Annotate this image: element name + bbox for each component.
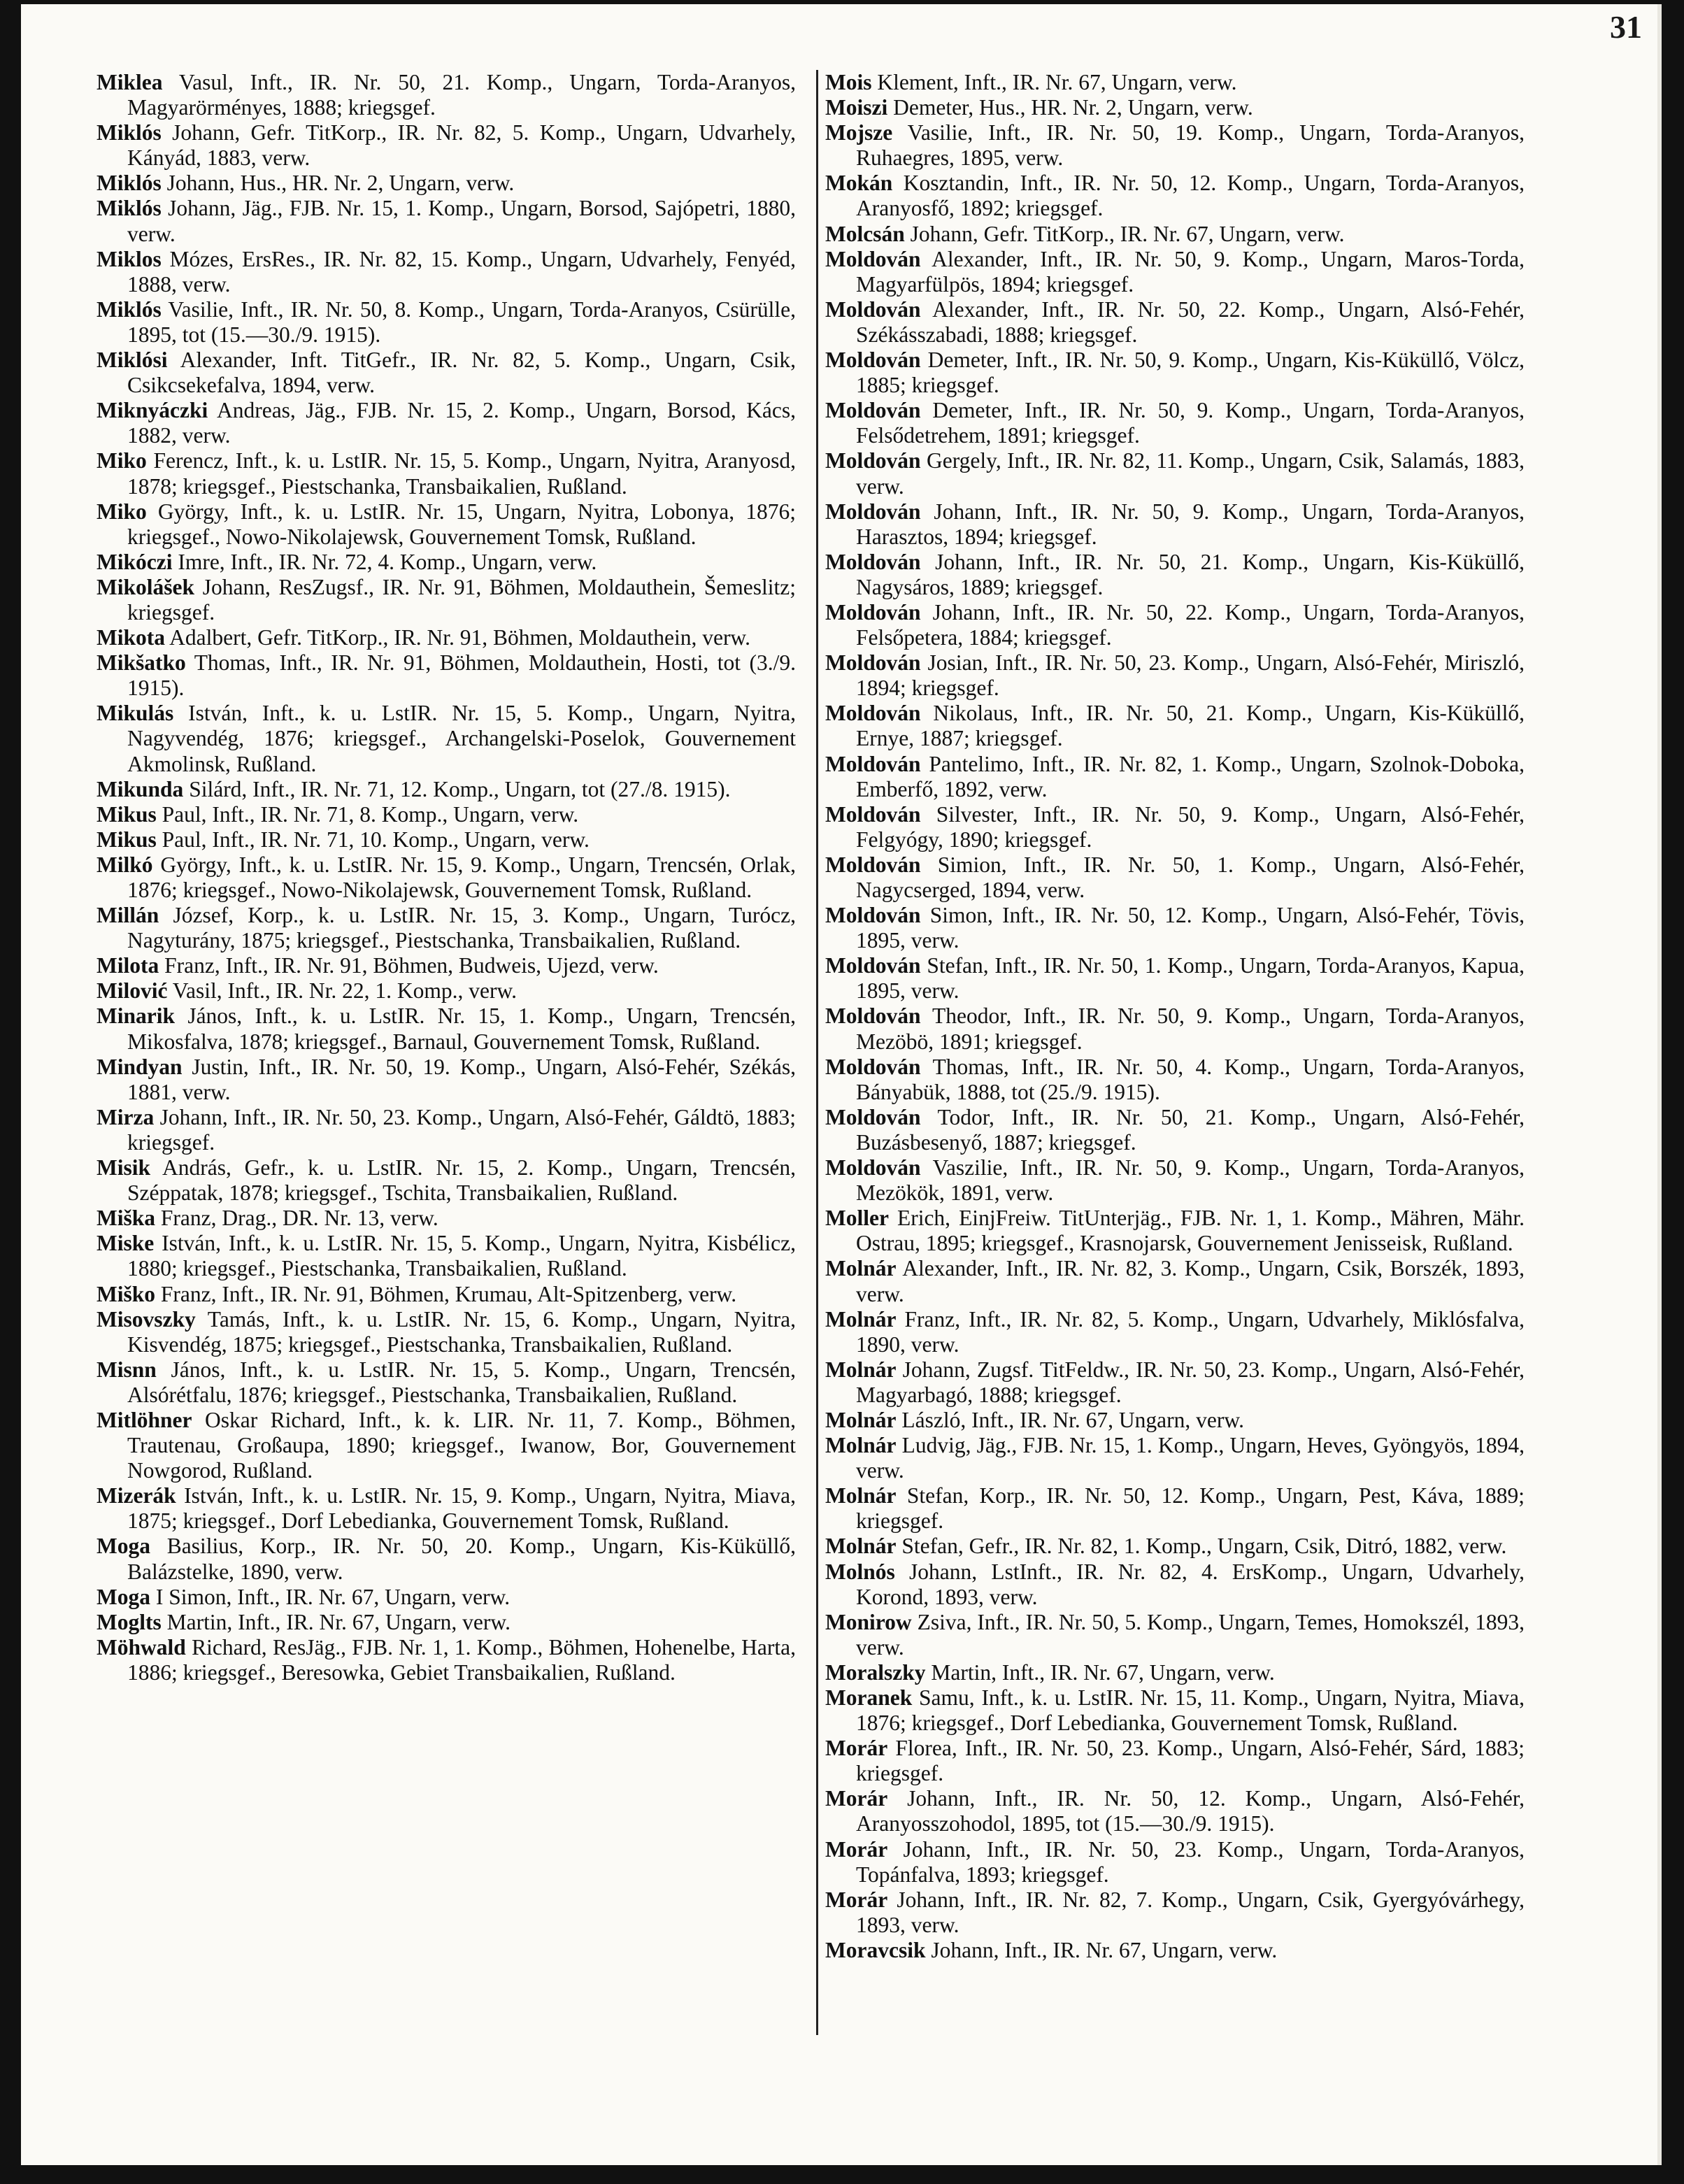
entry-surname: Mois (825, 70, 872, 94)
entry-surname: Mikus (97, 801, 157, 827)
entry-details: Johann, Inft., IR. Nr. 82, 7. Komp., Ungarn, Csik, Gyergyóvárhegy, 1893, verw. (856, 1887, 1525, 1937)
entry-details: Johann, Inft., IR. Nr. 50, 22. Komp., Ungarn, Torda-Aranyos, Felsőpetera, 1884; kriegsgef. (856, 599, 1525, 650)
entry-details: Johann, Gefr. TitKorp., IR. Nr. 67, Ungarn, verw. (910, 221, 1345, 246)
list-item (825, 1786, 1525, 1836)
list-item (825, 297, 1525, 348)
entry-surname: Moldován (825, 348, 921, 373)
entry-details: Todor, Inft., IR. Nr. 50, 21. Komp., Ungarn, Alsó-Fehér, Buzásbesenyő, 1887; kriegsgef. (856, 1104, 1525, 1155)
entry-surname: Moldován (825, 650, 921, 676)
entry-details: Adalbert, Gefr. TitKorp., IR. Nr. 91, Böhmen, Moldauthein, verw. (169, 625, 751, 650)
entry-details: Johann, Inft., IR. Nr. 50, 23. Komp., Ungarn, Torda-Aranyos, Topánfalva, 1893; kriegsgef. (856, 1836, 1525, 1887)
entry-surname: Mojsze (825, 120, 893, 145)
entry-surname: Molnár (825, 1256, 897, 1281)
page-number: 31 (1610, 9, 1642, 45)
entry-details: László, Inft., IR. Nr. 67, Ungarn, verw. (901, 1407, 1244, 1432)
list-item (97, 348, 796, 398)
entry-details: Johann, Inft., IR. Nr. 67, Ungarn, verw. (931, 1937, 1278, 1962)
entry-details: Nikolaus, Inft., IR. Nr. 50, 21. Komp., Ungarn, Kis-Küküllő, Ernye, 1887; kriegsgef. (856, 701, 1525, 751)
entry-details: Johann, Inft., IR. Nr. 50, 9. Komp., Ungarn, Torda-Aranyos, Harasztos, 1894; kriegsgef. (856, 499, 1525, 549)
entry-details: István, Inft., k. u. LstIR. Nr. 15, 9. Komp., Ungarn, Nyitra, Miava, 1875; kriegsgef., Dorf Lebedianka, Gouvernement Tomsk, Rußland. (127, 1483, 796, 1534)
list-item (97, 297, 796, 348)
entry-surname: Molnár (825, 1534, 897, 1559)
list-item (825, 1736, 1525, 1786)
list-item (97, 777, 796, 802)
entry-surname: Monirow (825, 1609, 912, 1634)
entry-surname: Mirza (97, 1104, 155, 1129)
entry-details: Martin, Inft., IR. Nr. 67, Ungarn, verw. (931, 1660, 1275, 1685)
entry-details: Gergely, Inft., IR. Nr. 82, 11. Komp., Ungarn, Csik, Salamás, 1883, verw. (856, 448, 1525, 499)
list-item (97, 499, 796, 550)
list-item (97, 1282, 796, 1307)
entry-surname: Miklos (97, 246, 162, 271)
entry-surname: Minarik (97, 1004, 176, 1029)
entry-details: Thomas, Inft., IR. Nr. 50, 4. Komp., Ungarn, Torda-Aranyos, Bányabük, 1888, tot (25./9. 1915). (856, 1054, 1525, 1104)
entry-surname: Miška (97, 1206, 156, 1231)
entry-details: Justin, Inft., IR. Nr. 50, 19. Komp., Ungarn, Alsó-Fehér, Székás, 1881, verw. (127, 1054, 796, 1104)
entry-surname: Mindyan (97, 1054, 183, 1079)
entry-details: Alexander, Inft., IR. Nr. 82, 3. Komp., Ungarn, Csik, Borszék, 1893, verw. (856, 1256, 1525, 1306)
entry-surname: Millán (97, 903, 159, 928)
entry-details: Alexander, Inft., IR. Nr. 50, 9. Komp., Ungarn, Maros-Torda, Magyarfülpös, 1894; kriegsgef. (856, 246, 1525, 297)
list-item (825, 1155, 1525, 1206)
document-page (21, 4, 1662, 2165)
entry-surname: Mikolášek (97, 574, 195, 599)
entry-surname: Miske (97, 1231, 155, 1256)
list-item (97, 701, 796, 776)
entry-surname: Moldován (825, 701, 921, 726)
entry-details: Thomas, Inft., IR. Nr. 91, Böhmen, Moldauthein, Hosti, tot (3./9. 1915). (127, 650, 796, 701)
entry-details: Theodor, Inft., IR. Nr. 50, 9. Komp., Ungarn, Torda-Aranyos, Mezöbö, 1891; kriegsgef. (856, 1004, 1525, 1054)
entry-details: Alexander, Inft., IR. Nr. 50, 22. Komp., Ungarn, Alsó-Fehér, Székásszabadi, 1888; kriegsgef. (856, 297, 1525, 347)
entry-details: Klement, Inft., IR. Nr. 67, Ungarn, verw. (877, 70, 1237, 94)
list-item (825, 1004, 1525, 1054)
entry-surname: Mikunda (97, 776, 184, 801)
entry-surname: Mikota (97, 625, 165, 650)
list-item (97, 448, 796, 499)
list-item (97, 625, 796, 650)
entry-details: Vasul, Inft., IR. Nr. 50, 21. Komp., Ungarn, Torda-Aranyos, Magyarörményes, 1888; kriegsgef. (127, 70, 796, 120)
entry-details: Alexander, Inft. TitGefr., IR. Nr. 82, 5. Komp., Ungarn, Csik, Csikcsekefalva, 1894, verw. (127, 348, 797, 398)
entry-surname: Molcsán (825, 221, 905, 246)
list-item (825, 1660, 1525, 1685)
left-column (97, 70, 796, 1685)
list-item (97, 1534, 796, 1584)
entry-details: Silárd, Inft., IR. Nr. 71, 12. Komp., Ungarn, tot (27./8. 1915). (189, 776, 731, 801)
list-item (825, 499, 1525, 550)
entry-surname: Moldován (825, 246, 921, 271)
entry-surname: Moldován (825, 398, 921, 423)
list-item (825, 1206, 1525, 1256)
entry-details: Johann, LstInft., IR. Nr. 82, 4. ErsKomp., Ungarn, Udvarhely, Korond, 1893, verw. (856, 1559, 1525, 1609)
entry-surname: Milkó (97, 852, 153, 877)
entry-details: Johann, Zugsf. TitFeldw., IR. Nr. 50, 23. Komp., Ungarn, Alsó-Fehér, Magyarbagó, 1888; kriegsgef. (856, 1357, 1525, 1407)
entry-details: István, Inft., k. u. LstIR. Nr. 15, 5. Komp., Ungarn, Nyitra, Nagyvendég, 1876; kriegsgef., Archangelski-Poselok, Gouvernement Akmolinsk, Rußland. (127, 701, 797, 776)
list-item (97, 1408, 796, 1483)
entry-details: Florea, Inft., IR. Nr. 50, 23. Komp., Ungarn, Alsó-Fehér, Sárd, 1883; kriegsgef. (856, 1736, 1525, 1786)
entry-surname: Miško (97, 1281, 156, 1306)
entry-surname: Morár (825, 1836, 888, 1862)
entry-details: Pantelimo, Inft., IR. Nr. 82, 1. Komp., Ungarn, Szolnok-Doboka, Emberfő, 1892, verw. (856, 751, 1525, 801)
list-item (825, 1055, 1525, 1105)
list-item (825, 120, 1525, 171)
entry-surname: Moga (97, 1534, 150, 1559)
list-item (825, 1483, 1525, 1534)
list-item (97, 1231, 796, 1281)
entry-surname: Moglts (97, 1609, 162, 1634)
entry-surname: Moiszi (825, 95, 888, 120)
list-item (97, 70, 796, 120)
entry-surname: Moldován (825, 549, 921, 574)
list-item (825, 1357, 1525, 1408)
entry-details: András, Gefr., k. u. LstIR. Nr. 15, 2. Komp., Ungarn, Trencsén, Széppatak, 1878; kriegsgef., Tschita, Transbaikalien, Rußland. (127, 1155, 796, 1206)
entry-details: Basilius, Korp., IR. Nr. 50, 20. Komp., Ungarn, Kis-Küküllő, Balázstelke, 1890, verw. (127, 1534, 796, 1584)
list-item (97, 1055, 796, 1105)
entry-details: Andreas, Jäg., FJB. Nr. 15, 2. Komp., Ungarn, Borsod, Kács, 1882, verw. (127, 398, 797, 448)
entry-surname: Moldován (825, 801, 921, 827)
entry-details: Stefan, Gefr., IR. Nr. 82, 1. Komp., Ungarn, Csik, Ditró, 1882, verw. (901, 1534, 1507, 1559)
list-item (825, 1105, 1525, 1155)
list-item (97, 1357, 796, 1408)
entry-details: Demeter, Hus., HR. Nr. 2, Ungarn, verw. (893, 95, 1253, 120)
entry-surname: Moranek (825, 1685, 913, 1710)
entry-details: Paul, Inft., IR. Nr. 71, 10. Komp., Ungarn, verw. (162, 827, 590, 852)
list-item (825, 1610, 1525, 1660)
list-item (825, 1408, 1525, 1433)
entry-surname: Moralszky (825, 1660, 926, 1685)
entry-surname: Miklós (97, 297, 162, 322)
entry-surname: Moldován (825, 499, 921, 524)
entry-surname: Moldován (825, 953, 921, 978)
entry-surname: Moldován (825, 599, 921, 624)
entry-details: Vasilie, Inft., IR. Nr. 50, 8. Komp., Ungarn, Torda-Aranyos, Csürülle, 1895, tot (15.—30./9. 1915). (127, 297, 796, 347)
list-item (825, 222, 1525, 247)
entry-details: Johann, Inft., IR. Nr. 50, 21. Komp., Ungarn, Kis-Küküllő, Nagysáros, 1889; kriegsgef. (856, 549, 1525, 599)
entry-surname: Mokán (825, 171, 893, 196)
list-item (825, 802, 1525, 852)
entry-surname: Mizerák (97, 1483, 176, 1508)
list-item (825, 1837, 1525, 1887)
entry-details: Johann, Inft., IR. Nr. 50, 12. Komp., Ungarn, Alsó-Fehér, Aranyosszohodol, 1895, tot (15.—30./9. 1915). (856, 1786, 1525, 1836)
entry-details: István, Inft., k. u. LstIR. Nr. 15, 5. Komp., Ungarn, Nyitra, Kisbélicz, 1880; kriegsgef., Piestschanka, Transbaikalien, Rußland. (127, 1231, 796, 1281)
list-item (825, 348, 1525, 398)
list-item (97, 196, 796, 246)
entry-details: Stefan, Inft., IR. Nr. 50, 1. Komp., Ungarn, Torda-Aranyos, Kapua, 1895, verw. (856, 953, 1525, 1004)
list-item (825, 171, 1525, 221)
list-item (97, 1155, 796, 1206)
entry-surname: Moravcsik (825, 1937, 926, 1962)
entry-details: Oskar Richard, Inft., k. k. LIR. Nr. 11, 7. Komp., Böhmen, Trautenau, Großaupa, 1890; kriegsgef., Iwanow, Bor, Gouvernement Nowgorod, Rußland. (127, 1407, 796, 1483)
entry-surname: Molnár (825, 1433, 897, 1458)
entry-surname: Miko (97, 499, 147, 524)
entry-surname: Miklós (97, 171, 162, 196)
entry-details: Demeter, Inft., IR. Nr. 50, 9. Komp., Ungarn, Torda-Aranyos, Felsődetrehem, 1891; kriegsgef. (856, 398, 1525, 448)
entry-surname: Miklós (97, 196, 162, 221)
list-item (825, 1938, 1525, 1963)
entry-details: Johann, Inft., IR. Nr. 50, 23. Komp., Ungarn, Alsó-Fehér, Gáldtö, 1883; kriegsgef. (127, 1104, 796, 1155)
list-item (825, 953, 1525, 1004)
entry-details: Ludvig, Jäg., FJB. Nr. 15, 1. Komp., Ungarn, Heves, Gyöngyös, 1894, verw. (856, 1433, 1525, 1483)
entry-details: János, Inft., k. u. LstIR. Nr. 15, 1. Komp., Ungarn, Trencsén, Mikosfalva, 1878; kriegsgef., Barnaul, Gouvernement Tomsk, Rußland. (127, 1004, 796, 1054)
list-item (825, 95, 1525, 120)
entry-details: Vaszilie, Inft., IR. Nr. 50, 9. Komp., Ungarn, Torda-Aranyos, Mezökök, 1891, verw. (856, 1155, 1525, 1206)
list-item (97, 247, 796, 297)
entry-surname: Moldován (825, 1155, 921, 1180)
entry-surname: Milota (97, 953, 159, 978)
entry-surname: Molnár (825, 1357, 897, 1382)
entry-details: Richard, ResJäg., FJB. Nr. 1, 1. Komp., Böhmen, Hohenelbe, Harta, 1886; kriegsgef., Beresowka, Gebiet Transbaikalien, Rußland. (127, 1634, 796, 1685)
list-item (825, 1534, 1525, 1559)
list-item (97, 1105, 796, 1155)
entry-surname: Molnós (825, 1559, 895, 1584)
entry-surname: Moldován (825, 903, 921, 928)
entry-surname: Moldován (825, 297, 921, 322)
list-item (97, 1610, 796, 1635)
entry-surname: Misovszky (97, 1306, 196, 1332)
entry-surname: Molnár (825, 1306, 897, 1332)
list-item (825, 752, 1525, 802)
list-item (97, 827, 796, 852)
entry-details: Zsiva, Inft., IR. Nr. 50, 5. Komp., Ungarn, Temes, Homokszél, 1893, verw. (856, 1609, 1525, 1660)
entry-surname: Moga (97, 1584, 150, 1609)
entry-details: Vasilie, Inft., IR. Nr. 50, 19. Komp., Ungarn, Torda-Aranyos, Ruhaegres, 1895, verw. (856, 120, 1525, 171)
list-item (97, 1307, 796, 1357)
entry-surname: Moldován (825, 1004, 921, 1029)
entry-surname: Moldován (825, 1104, 921, 1129)
list-item (97, 650, 796, 701)
list-item (97, 398, 796, 448)
entry-details: György, Inft., k. u. LstIR. Nr. 15, Ungarn, Nyitra, Lobonya, 1876; kriegsgef., Nowo-Nikolajewsk, Gouvernement Tomsk, Rußland. (127, 499, 797, 549)
list-item (825, 448, 1525, 499)
entry-surname: Miklea (97, 70, 163, 94)
entry-details: József, Korp., k. u. LstIR. Nr. 15, 3. Komp., Ungarn, Turócz, Nagyturány, 1875; kriegsgef., Piestschanka, Transbaikalien, Rußland. (127, 903, 796, 953)
entry-details: Demeter, Inft., IR. Nr. 50, 9. Komp., Ungarn, Kis-Küküllő, Völcz, 1885; kriegsgef. (856, 348, 1525, 398)
entry-surname: Milović (97, 978, 168, 1004)
entry-surname: Moldován (825, 852, 921, 877)
entry-details: Vasil, Inft., IR. Nr. 22, 1. Komp., verw. (172, 978, 518, 1004)
list-item (825, 1560, 1525, 1610)
entry-surname: Miklósi (97, 348, 168, 373)
entry-details: Josian, Inft., IR. Nr. 50, 23. Komp., Ungarn, Alsó-Fehér, Miriszló, 1894; kriegsgef. (856, 650, 1525, 701)
entry-details: Imre, Inft., IR. Nr. 72, 4. Komp., Ungarn, verw. (178, 549, 597, 574)
entry-details: I Simon, Inft., IR. Nr. 67, Ungarn, verw. (155, 1584, 511, 1609)
entry-details: Johann, ResZugsf., IR. Nr. 91, Böhmen, Moldauthein, Šemeslitz; kriegsgef. (127, 574, 797, 624)
entry-details: Johann, Gefr. TitKorp., IR. Nr. 82, 5. Komp., Ungarn, Udvarhely, Kányád, 1883, verw. (127, 120, 796, 171)
entry-surname: Moldován (825, 448, 921, 473)
column-divider (816, 70, 818, 2035)
list-item (825, 247, 1525, 297)
entry-details: Ferencz, Inft., k. u. LstIR. Nr. 15, 5. Komp., Ungarn, Nyitra, Aranyosd, 1878; kriegsgef., Piestschanka, Transbaikalien, Rußland. (127, 448, 796, 499)
entry-details: Kosztandin, Inft., IR. Nr. 50, 12. Komp., Ungarn, Torda-Aranyos, Aranyosfő, 1892; kriegsgef. (856, 171, 1525, 221)
entry-surname: Misik (97, 1155, 151, 1180)
list-item (97, 1585, 796, 1610)
list-item (97, 1004, 796, 1054)
entry-details: Stefan, Korp., IR. Nr. 50, 12. Komp., Ungarn, Pest, Káva, 1889; kriegsgef. (856, 1483, 1525, 1534)
entry-details: Franz, Drag., DR. Nr. 13, verw. (160, 1206, 438, 1231)
entry-details: Erich, EinjFreiw. TitUnterjäg., FJB. Nr. 1, 1. Komp., Mähren, Mähr. Ostrau, 1895; kriegsgef., Krasnojarsk, Gouvernement Jenisseisk, Rußland. (856, 1206, 1525, 1256)
list-item (825, 903, 1525, 953)
list-item (97, 852, 796, 903)
list-item (97, 1206, 796, 1231)
list-item (825, 550, 1525, 600)
list-item (97, 1635, 796, 1685)
entry-details: Samu, Inft., k. u. LstIR. Nr. 15, 11. Komp., Ungarn, Nyitra, Miava, 1876; kriegsgef., Dorf Lebedianka, Gouvernement Tomsk, Rußland. (856, 1685, 1525, 1736)
list-item (97, 903, 796, 953)
list-item (825, 1307, 1525, 1357)
entry-details: Silvester, Inft., IR. Nr. 50, 9. Komp., Ungarn, Alsó-Fehér, Felgyógy, 1890; kriegsgef. (856, 801, 1525, 852)
entry-details: Simon, Inft., IR. Nr. 50, 12. Komp., Ungarn, Alsó-Fehér, Tövis, 1895, verw. (856, 903, 1525, 953)
list-item (825, 398, 1525, 448)
entry-details: János, Inft., k. u. LstIR. Nr. 15, 5. Komp., Ungarn, Trencsén, Alsórétfalu, 1876; kriegsgef., Piestschanka, Transbaikalien, Rußland. (127, 1357, 796, 1407)
list-item (97, 550, 796, 575)
list-item (97, 953, 796, 978)
entry-surname: Möhwald (97, 1634, 186, 1660)
entry-surname: Mikšatko (97, 650, 186, 676)
entry-surname: Morár (825, 1887, 888, 1912)
list-item (825, 600, 1525, 650)
list-item (825, 1685, 1525, 1736)
entry-details: Franz, Inft., IR. Nr. 82, 5. Komp., Ungarn, Udvarhely, Miklósfalva, 1890, verw. (856, 1306, 1525, 1357)
list-item (97, 978, 796, 1004)
entry-surname: Moldován (825, 1054, 921, 1079)
list-item (97, 120, 796, 171)
list-item (825, 650, 1525, 701)
right-column (825, 70, 1525, 1963)
entry-details: György, Inft., k. u. LstIR. Nr. 15, 9. Komp., Ungarn, Trencsén, Orlak, 1876; kriegsgef., Nowo-Nikolajewsk, Gouvernement Tomsk, Rußland. (127, 852, 797, 902)
list-item (97, 171, 796, 196)
list-item (97, 802, 796, 827)
list-item (825, 852, 1525, 903)
entry-details: Tamás, Inft., k. u. LstIR. Nr. 15, 6. Komp., Ungarn, Nyitra, Kisvendég, 1875; kriegsgef., Piestschanka, Transbaikalien, Rußland. (127, 1306, 796, 1357)
entry-surname: Moldován (825, 751, 921, 776)
entry-details: Mózes, ErsRes., IR. Nr. 82, 15. Komp., Ungarn, Udvarhely, Fenyéd, 1888, verw. (127, 246, 797, 297)
entry-details: Johann, Jäg., FJB. Nr. 15, 1. Komp., Ungarn, Borsod, Sajópetri, 1880, verw. (127, 196, 796, 246)
list-item (825, 701, 1525, 751)
entry-surname: Miko (97, 448, 147, 473)
entry-surname: Moller (825, 1206, 889, 1231)
entry-surname: Mikulás (97, 701, 174, 726)
list-item (97, 1483, 796, 1534)
entry-surname: Miknyáczki (97, 398, 208, 423)
entry-surname: Morár (825, 1786, 888, 1811)
entry-surname: Misnn (97, 1357, 157, 1382)
entry-details: Franz, Inft., IR. Nr. 91, Böhmen, Budweis, Ujezd, verw. (164, 953, 659, 978)
entry-details: Johann, Hus., HR. Nr. 2, Ungarn, verw. (166, 171, 515, 196)
entry-surname: Morár (825, 1736, 888, 1761)
entry-details: Paul, Inft., IR. Nr. 71, 8. Komp., Ungarn, verw. (162, 801, 579, 827)
entry-surname: Molnár (825, 1407, 897, 1432)
list-item (825, 1256, 1525, 1306)
entry-surname: Mikóczi (97, 549, 173, 574)
entry-surname: Mitlöhner (97, 1407, 192, 1432)
list-item (825, 70, 1525, 95)
entry-surname: Molnár (825, 1483, 897, 1508)
entry-details: Simion, Inft., IR. Nr. 50, 1. Komp., Ungarn, Alsó-Fehér, Nagycserged, 1894, verw. (856, 852, 1525, 902)
list-item (825, 1887, 1525, 1938)
entry-details: Franz, Inft., IR. Nr. 91, Böhmen, Krumau, Alt-Spitzenberg, verw. (160, 1281, 737, 1306)
entry-surname: Mikus (97, 827, 157, 852)
entry-details: Martin, Inft., IR. Nr. 67, Ungarn, verw. (166, 1609, 511, 1634)
entry-surname: Miklós (97, 120, 162, 145)
list-item (97, 575, 796, 625)
list-item (825, 1433, 1525, 1483)
